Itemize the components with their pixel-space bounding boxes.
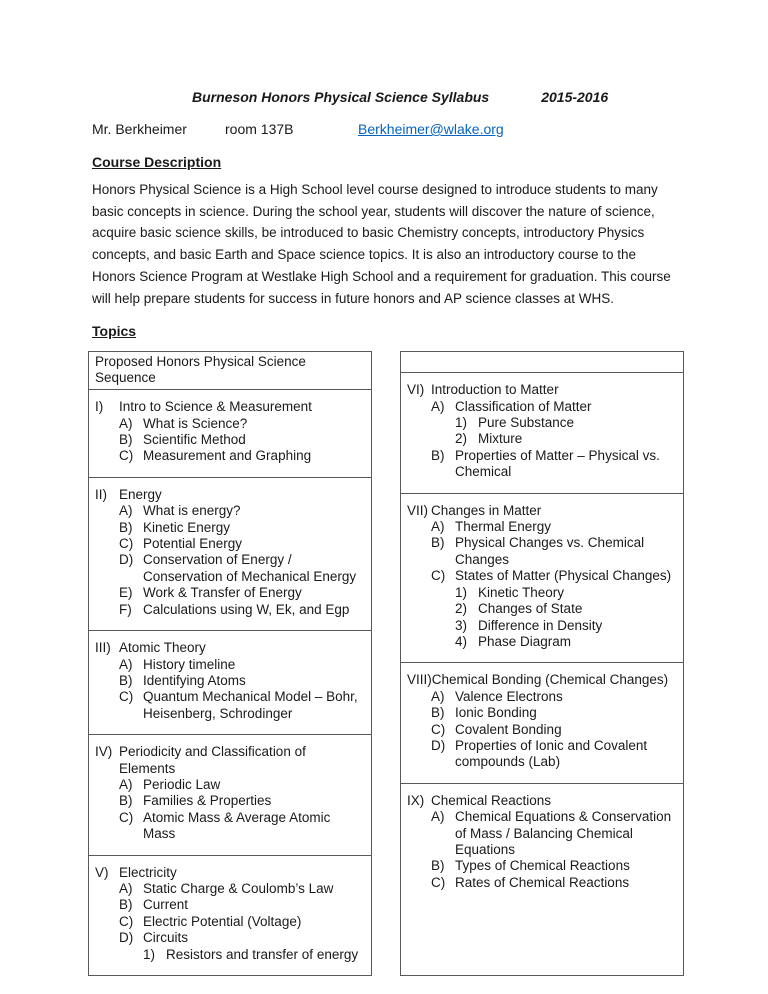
topic-line (95, 520, 363, 536)
topic-line (95, 448, 363, 464)
topic-line (95, 881, 363, 897)
topic-marker: III) (95, 640, 111, 656)
topic-line (95, 673, 363, 689)
topic-marker: A) (119, 656, 133, 672)
topic-line (407, 399, 675, 415)
topic-line (95, 503, 363, 519)
topic-marker: I) (95, 399, 104, 415)
topic-marker: A) (431, 809, 445, 825)
topic-section (89, 630, 371, 734)
topic-line (95, 657, 363, 673)
topic-text: Ionic Bonding (455, 705, 537, 721)
topic-text: Difference in Density (478, 617, 603, 633)
topics-table-left (88, 351, 372, 976)
topic-line (95, 536, 363, 552)
topic-text: Energy (119, 486, 162, 502)
topic-marker: B) (119, 519, 133, 535)
topic-section (401, 493, 683, 663)
topic-line (95, 487, 363, 503)
topic-text: Periodic Law (143, 776, 221, 792)
topic-text: What is Science? (143, 415, 248, 431)
topic-line (407, 722, 675, 738)
topic-marker: VIII) (407, 672, 432, 688)
topic-section (89, 477, 371, 630)
topic-text: Rates of Chemical Reactions (455, 874, 630, 890)
topic-text: Periodicity and Classification of Elements (119, 744, 306, 776)
topic-line (407, 634, 675, 650)
topic-marker: 1) (455, 584, 468, 600)
topic-line (407, 809, 675, 858)
room-number: room 137B (225, 121, 294, 137)
topic-text: History timeline (143, 656, 236, 672)
topic-text: Types of Chemical Reactions (455, 858, 630, 874)
topic-text: Intro to Science & Measurement (119, 399, 312, 415)
topic-line (407, 618, 675, 634)
topic-line (407, 415, 675, 431)
topic-line (95, 930, 363, 946)
topic-marker: B) (431, 535, 445, 551)
document-title: Burneson Honors Physical Science Syllabus (192, 89, 490, 105)
topic-line (407, 601, 675, 617)
topic-marker: IX) (407, 792, 425, 808)
topic-text: Changes in Matter (431, 502, 542, 518)
topic-marker: A) (119, 503, 133, 519)
topic-marker: II) (95, 486, 107, 502)
teacher-info-line (92, 121, 684, 138)
topic-line (407, 672, 675, 688)
topic-text: Measurement and Graphing (143, 448, 312, 464)
topic-line (407, 568, 675, 584)
topics-tables (88, 351, 684, 976)
topic-line (95, 640, 363, 656)
topic-line (95, 793, 363, 809)
topic-marker: IV) (95, 744, 113, 760)
topic-marker: C) (431, 721, 446, 737)
table-header (401, 352, 683, 373)
topic-section (89, 390, 371, 477)
topic-line (407, 875, 675, 891)
topic-line (407, 738, 675, 771)
topic-line (407, 705, 675, 721)
topic-marker: 2) (455, 601, 468, 617)
topic-text: Work & Transfer of Energy (143, 585, 302, 601)
topic-line (95, 432, 363, 448)
topic-text: Mixture (478, 431, 523, 447)
topic-text: Introduction to Matter (431, 382, 559, 398)
topic-line (95, 777, 363, 793)
topic-line (95, 602, 363, 618)
topic-line (95, 552, 363, 585)
topic-text: Scientific Method (143, 432, 246, 448)
topic-text: Chemical Bonding (Chemical Changes) (431, 672, 669, 688)
topic-marker: B) (119, 672, 133, 688)
topic-text: Chemical Equations & Conservation of Mass / Balancing Chemical Equations (455, 809, 672, 857)
topic-line (95, 865, 363, 881)
topic-line (407, 382, 675, 398)
school-year: 2015-2016 (541, 89, 609, 105)
table-header: Proposed Honors Physical Science Sequence (89, 352, 371, 390)
topic-marker: B) (119, 432, 133, 448)
topic-marker: C) (119, 809, 134, 825)
topic-line (95, 914, 363, 930)
topic-text: Valence Electrons (455, 688, 563, 704)
topic-text: Classification of Matter (455, 398, 592, 414)
topic-marker: 3) (455, 617, 468, 633)
teacher-name: Mr. Berkheimer (92, 121, 187, 137)
topic-text: Atomic Mass & Average Atomic Mass (143, 809, 331, 842)
topic-marker: B) (431, 447, 445, 463)
topic-line (407, 519, 675, 535)
topic-line (95, 810, 363, 843)
topic-text: What is energy? (143, 503, 241, 519)
topic-text: Changes of State (478, 601, 583, 617)
topic-marker: 1) (455, 415, 468, 431)
topic-text: Kinetic Theory (478, 584, 565, 600)
topic-text: Phase Diagram (478, 633, 572, 649)
topic-marker: A) (431, 519, 445, 535)
topic-line (407, 858, 675, 874)
course-description-text: Honors Physical Science is a High School level course designed to introduce students to many basic concepts in science. During the school year, students will discover the nature of science, acquire basic science skills, be introduced to basic Chemistry concepts, introductory Physics concepts, and basic Earth and Space science topics. It is also an introductory course to the Honors Science Program at Westlake High School and a requirement for graduation. This course will help prepare students for success in future honors and AP science classes at WHS. (92, 182, 671, 306)
topic-marker: F) (119, 601, 132, 617)
topic-text: Properties of Ionic and Covalent compounds (Lab) (455, 737, 648, 770)
topic-text: Thermal Energy (455, 519, 552, 535)
topic-text: Electric Potential (Voltage) (143, 913, 302, 929)
topic-line (95, 897, 363, 913)
topic-line (95, 416, 363, 432)
topic-marker: A) (119, 776, 133, 792)
topic-line (407, 503, 675, 519)
topics-heading: Topics (92, 323, 137, 340)
topic-line (95, 744, 363, 777)
topic-text: Chemical Reactions (431, 792, 552, 808)
topic-marker: A) (119, 880, 133, 896)
topic-marker: B) (119, 793, 133, 809)
topic-line (95, 399, 363, 415)
topic-text: Atomic Theory (119, 640, 206, 656)
topic-marker: A) (119, 415, 133, 431)
topic-section (401, 373, 683, 492)
topic-marker: V) (95, 864, 109, 880)
topic-marker: D) (431, 737, 446, 753)
topic-marker: B) (431, 705, 445, 721)
topic-line (407, 448, 675, 481)
topic-text: Electricity (119, 864, 177, 880)
topic-marker: VII) (407, 502, 429, 518)
topic-marker: VI) (407, 382, 425, 398)
topic-text: Identifying Atoms (143, 672, 246, 688)
email-link[interactable]: Berkheimer@wlake.org (358, 121, 504, 137)
topic-text: Resistors and transfer of energy (166, 946, 359, 962)
topic-line (95, 947, 363, 963)
document-title-line (92, 89, 684, 105)
topic-marker: C) (119, 689, 134, 705)
topic-marker: C) (119, 536, 134, 552)
topic-text: Physical Changes vs. Chemical Changes (455, 535, 645, 567)
topic-marker: A) (431, 688, 445, 704)
topic-marker: 1) (143, 946, 156, 962)
topic-section (89, 734, 371, 854)
topic-text: Circuits (143, 930, 189, 946)
topic-line (407, 689, 675, 705)
topic-marker: D) (119, 930, 134, 946)
topic-marker: 2) (455, 431, 468, 447)
topic-line (95, 585, 363, 601)
topic-line (407, 793, 675, 809)
topic-marker: D) (119, 552, 134, 568)
topic-text: Static Charge & Coulomb’s Law (143, 880, 334, 896)
topic-marker: B) (119, 897, 133, 913)
topic-marker: C) (431, 568, 446, 584)
topic-text: Properties of Matter – Physical vs. Chemical (455, 447, 660, 480)
topic-text: Pure Substance (478, 415, 575, 431)
topic-marker: C) (431, 874, 446, 890)
topic-section (401, 783, 683, 903)
topic-line (95, 689, 363, 722)
topic-line (407, 535, 675, 568)
topic-marker: 4) (455, 633, 468, 649)
course-description-heading: Course Description (92, 154, 222, 170)
topic-line (407, 431, 675, 447)
topic-text: Potential Energy (143, 536, 243, 552)
topic-section (401, 662, 683, 782)
topic-marker: E) (119, 585, 133, 601)
topic-text: Current (143, 897, 189, 913)
topic-line (407, 585, 675, 601)
topic-text: Quantum Mechanical Model – Bohr, Heisenberg, Schrodinger (143, 689, 358, 721)
topic-marker: C) (119, 913, 134, 929)
topic-marker: C) (119, 448, 134, 464)
topics-table-right (400, 351, 684, 976)
topic-text: Conservation of Energy / Conservation of Mechanical Energy (143, 552, 357, 584)
topic-section (89, 855, 371, 975)
topic-text: States of Matter (Physical Changes) (455, 568, 672, 584)
topic-text: Calculations using W, Ek, and Egp (143, 601, 350, 617)
topic-text: Kinetic Energy (143, 519, 231, 535)
topic-text: Families & Properties (143, 793, 272, 809)
topic-marker: A) (431, 398, 445, 414)
topic-marker: B) (431, 858, 445, 874)
topic-text: Covalent Bonding (455, 721, 562, 737)
